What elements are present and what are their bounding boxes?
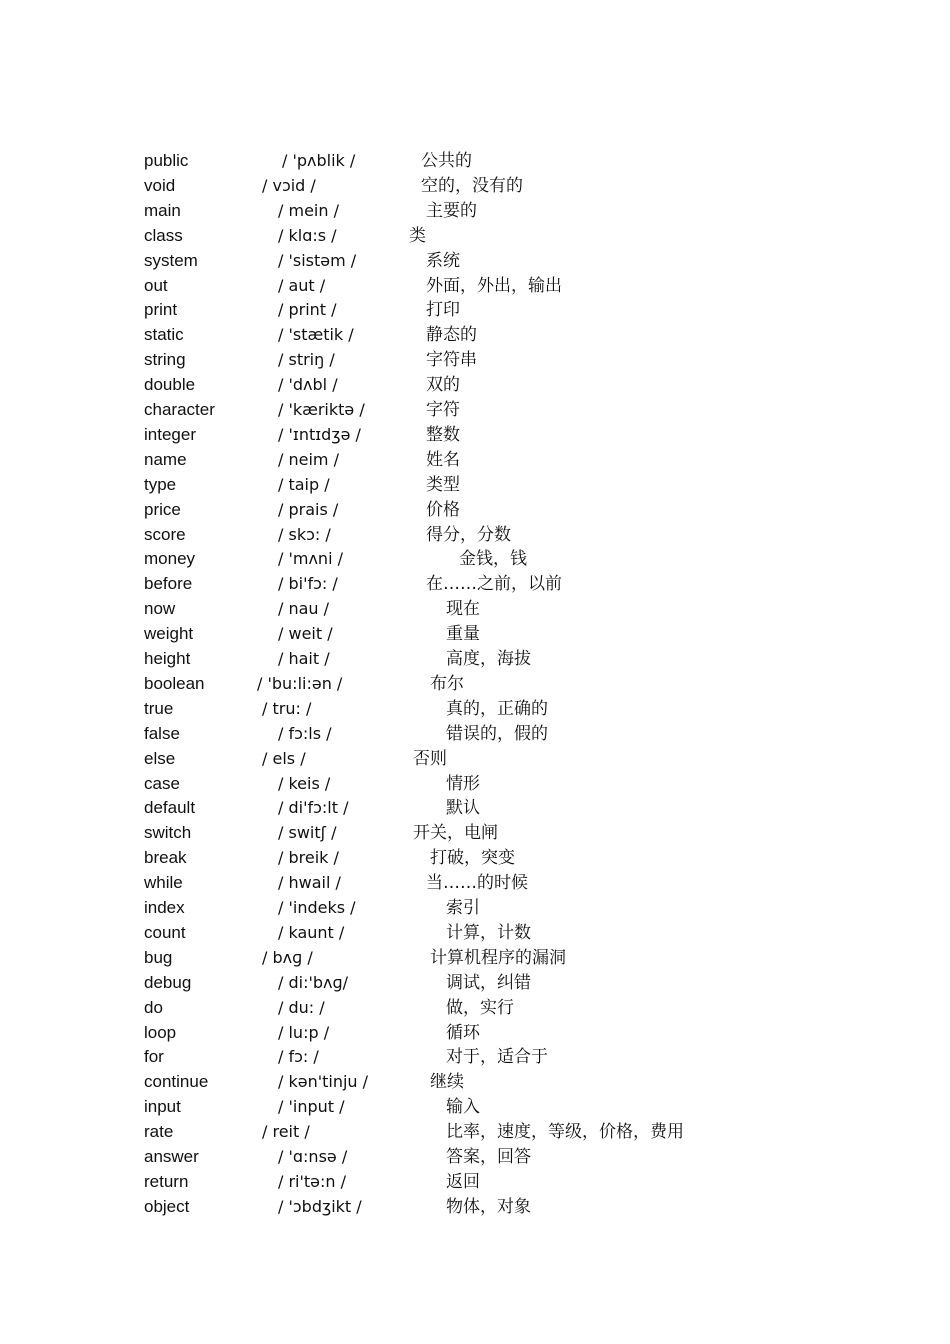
vocab-phonetic: / kaunt / xyxy=(278,922,345,942)
vocab-word: before xyxy=(144,574,193,594)
vocab-word: index xyxy=(144,898,185,917)
vocab-word: switch xyxy=(144,823,192,843)
vocab-word: weight xyxy=(144,624,194,644)
vocab-row xyxy=(0,1120,950,1145)
vocab-meaning: 当……的时候 xyxy=(426,873,528,894)
vocab-phonetic: / kən'tinju / xyxy=(278,1072,369,1092)
vocab-word: out xyxy=(144,275,168,295)
vocab-phonetic: / 'ɑ:nsə / xyxy=(278,1147,348,1166)
vocab-word: count xyxy=(144,922,186,942)
vocab-phonetic: / ri'tə:n / xyxy=(278,1171,347,1191)
vocab-row xyxy=(0,722,950,747)
vocab-phonetic: / 'stætik / xyxy=(278,325,354,345)
vocab-row xyxy=(0,647,950,672)
vocab-word: height xyxy=(144,649,191,668)
vocab-phonetic: / 'mʌni / xyxy=(278,549,343,569)
vocab-phonetic: / vɔid / xyxy=(262,175,316,195)
vocab-phonetic: / fɔ: / xyxy=(278,1047,319,1067)
vocab-row xyxy=(0,473,950,498)
vocab-phonetic: / klɑ:s / xyxy=(278,225,337,245)
vocab-word: rate xyxy=(144,1122,174,1142)
vocab-row xyxy=(0,821,950,846)
vocab-phonetic: / lu:p / xyxy=(278,1022,330,1042)
vocab-meaning: 做，实行 xyxy=(446,997,514,1018)
vocab-row xyxy=(0,1145,950,1170)
vocab-phonetic: / prais / xyxy=(278,499,339,519)
vocab-row xyxy=(0,199,950,224)
vocab-row xyxy=(0,1170,950,1195)
vocab-phonetic: / mein / xyxy=(278,200,339,220)
vocab-phonetic: / skɔ: / xyxy=(278,524,331,544)
vocab-word: money xyxy=(144,549,196,569)
vocab-meaning: 现在 xyxy=(446,599,480,620)
vocab-meaning: 对于，适合于 xyxy=(446,1047,548,1068)
vocab-row xyxy=(0,772,950,797)
vocab-phonetic: / 'kæriktə / xyxy=(278,400,365,419)
vocab-word: default xyxy=(144,798,196,818)
vocab-meaning: 得分，分数 xyxy=(426,524,511,545)
vocab-word: false xyxy=(144,723,180,743)
vocab-row xyxy=(0,1045,950,1070)
vocab-meaning: 在……之前，以前 xyxy=(426,574,562,595)
vocab-meaning: 调试，纠错 xyxy=(446,972,531,993)
vocab-word: object xyxy=(144,1196,190,1216)
vocab-row xyxy=(0,298,950,323)
vocab-row xyxy=(0,597,950,622)
vocab-phonetic: / els / xyxy=(262,748,306,768)
vocab-word: now xyxy=(144,599,176,619)
vocab-meaning: 默认 xyxy=(446,798,480,819)
vocab-meaning: 价格 xyxy=(426,499,460,520)
vocab-row xyxy=(0,1070,950,1095)
vocab-word: system xyxy=(144,250,198,270)
vocab-word: static xyxy=(144,325,184,345)
vocab-meaning: 继续 xyxy=(430,1072,464,1093)
vocab-word: void xyxy=(144,175,176,195)
vocab-meaning: 字符 xyxy=(426,400,460,420)
vocab-row xyxy=(0,622,950,647)
vocab-meaning: 类 xyxy=(409,225,426,246)
vocab-row xyxy=(0,323,950,348)
vocab-phonetic: / taip / xyxy=(278,474,330,494)
vocab-row xyxy=(0,572,950,597)
vocab-meaning: 循环 xyxy=(446,1022,480,1043)
vocab-word: while xyxy=(144,873,183,893)
vocab-meaning: 主要的 xyxy=(426,200,477,221)
vocab-row xyxy=(0,896,950,921)
vocab-word: case xyxy=(144,773,180,793)
vocab-word: do xyxy=(144,997,163,1017)
vocab-meaning: 计算，计数 xyxy=(446,922,531,943)
vocab-word: true xyxy=(144,698,174,718)
vocab-meaning: 打印 xyxy=(426,300,460,321)
vocab-row xyxy=(0,921,950,946)
vocab-word: debug xyxy=(144,972,192,992)
vocab-word: print xyxy=(144,300,178,320)
vocab-phonetic: / keis / xyxy=(278,773,331,793)
vocab-phonetic: / di'fɔ:lt / xyxy=(278,798,349,818)
vocab-phonetic: / nau / xyxy=(278,599,330,619)
vocab-phonetic: / 'indeks / xyxy=(278,898,356,917)
vocab-word: character xyxy=(144,400,215,419)
vocab-row xyxy=(0,224,950,249)
vocab-word: main xyxy=(144,200,181,220)
vocab-word: continue xyxy=(144,1072,209,1092)
vocab-phonetic: / print / xyxy=(278,300,337,320)
vocab-meaning: 输入 xyxy=(446,1097,480,1118)
vocab-meaning: 比率，速度，等级，价格，费用 xyxy=(446,1122,684,1143)
vocab-row xyxy=(0,672,950,697)
vocab-meaning: 否则 xyxy=(413,748,447,769)
vocab-word: answer xyxy=(144,1147,199,1166)
vocab-row xyxy=(0,846,950,871)
vocab-phonetic: / hwail / xyxy=(278,873,341,893)
vocab-meaning: 索引 xyxy=(446,898,480,918)
vocab-meaning: 外面，外出，输出 xyxy=(426,275,562,296)
vocab-row xyxy=(0,1195,950,1220)
vocab-row xyxy=(0,946,950,971)
vocab-phonetic: / di:'bʌɡ/ xyxy=(278,972,349,992)
vocab-meaning: 空的，没有的 xyxy=(421,175,523,196)
vocab-row xyxy=(0,274,950,299)
vocab-word: score xyxy=(144,524,186,544)
vocab-word: type xyxy=(144,474,177,494)
vocab-row xyxy=(0,523,950,548)
vocab-row xyxy=(0,498,950,523)
vocab-phonetic: / striŋ / xyxy=(278,350,335,370)
vocab-phonetic: / switʃ / xyxy=(278,823,337,843)
vocab-word: double xyxy=(144,375,196,395)
vocab-meaning: 系统 xyxy=(426,250,460,271)
vocab-phonetic: / bʌɡ / xyxy=(262,947,313,967)
vocab-meaning: 高度，海拔 xyxy=(446,649,531,669)
vocab-word: integer xyxy=(144,424,196,444)
vocab-phonetic: / 'ɔbdʒikt / xyxy=(278,1196,362,1216)
vocab-row xyxy=(0,448,950,473)
vocab-phonetic: / bi'fɔ: / xyxy=(278,574,338,594)
vocab-row xyxy=(0,1095,950,1120)
vocab-phonetic: / hait / xyxy=(278,649,330,668)
vocab-row xyxy=(0,547,950,572)
vocab-row xyxy=(0,747,950,772)
vocab-meaning: 答案，回答 xyxy=(446,1147,531,1167)
vocab-meaning: 错误的，假的 xyxy=(446,723,548,744)
vocab-row xyxy=(0,971,950,996)
vocab-word: loop xyxy=(144,1022,177,1042)
vocab-phonetic: / 'pʌblik / xyxy=(282,151,356,170)
vocab-word: else xyxy=(144,748,176,768)
vocab-word: price xyxy=(144,499,181,519)
vocab-phonetic: / neim / xyxy=(278,449,339,469)
vocab-meaning: 打破，突变 xyxy=(430,848,515,869)
vocab-word: return xyxy=(144,1171,189,1191)
vocab-meaning: 真的，正确的 xyxy=(446,698,548,719)
vocab-row xyxy=(0,373,950,398)
vocab-phonetic: / fɔ:ls / xyxy=(278,723,332,743)
vocab-phonetic: / 'dʌbl / xyxy=(278,375,338,395)
vocab-row xyxy=(0,697,950,722)
vocab-row xyxy=(0,174,950,199)
vocab-meaning: 计算机程序的漏洞 xyxy=(430,947,566,968)
vocab-phonetic: / breik / xyxy=(278,848,339,868)
vocab-meaning: 物体，对象 xyxy=(446,1196,531,1217)
vocab-phonetic: / 'bu:li:ən / xyxy=(257,673,343,693)
vocab-phonetic: / weit / xyxy=(278,624,333,644)
vocab-word: for xyxy=(144,1047,164,1067)
vocab-phonetic: / 'input / xyxy=(278,1097,345,1117)
vocab-row xyxy=(0,871,950,896)
vocab-word: input xyxy=(144,1097,181,1117)
vocab-meaning: 金钱，钱 xyxy=(459,549,527,570)
vocab-meaning: 姓名 xyxy=(426,449,460,470)
vocab-phonetic: / 'sistəm / xyxy=(278,250,357,270)
vocab-meaning: 类型 xyxy=(426,474,460,495)
vocab-phonetic: / du: / xyxy=(278,997,325,1017)
vocab-meaning: 返回 xyxy=(446,1171,480,1192)
vocab-word: name xyxy=(144,449,187,469)
vocab-word: string xyxy=(144,350,186,370)
vocab-row xyxy=(0,1021,950,1046)
vocab-meaning: 公共的 xyxy=(421,151,472,171)
vocab-word: class xyxy=(144,225,183,245)
vocab-meaning: 重量 xyxy=(446,624,480,645)
vocab-phonetic: / 'ɪntɪdʒə / xyxy=(278,424,361,444)
vocab-row xyxy=(0,796,950,821)
vocab-row xyxy=(0,398,950,423)
vocab-word: public xyxy=(144,151,189,170)
vocab-phonetic: / aut / xyxy=(278,275,326,295)
vocab-word: bug xyxy=(144,947,173,967)
vocab-row xyxy=(0,348,950,373)
vocab-phonetic: / tru: / xyxy=(262,698,312,718)
vocab-meaning: 情形 xyxy=(446,773,480,794)
vocab-phonetic: / reit / xyxy=(262,1122,310,1142)
vocab-row xyxy=(0,423,950,448)
vocab-row xyxy=(0,149,950,174)
vocab-meaning: 整数 xyxy=(426,424,460,445)
vocab-word: boolean xyxy=(144,673,205,693)
vocab-meaning: 布尔 xyxy=(430,673,464,694)
vocab-meaning: 字符串 xyxy=(426,350,477,371)
vocab-row xyxy=(0,249,950,274)
vocab-meaning: 静态的 xyxy=(426,325,477,346)
vocab-meaning: 双的 xyxy=(426,375,460,396)
vocab-meaning: 开关，电闸 xyxy=(413,823,498,844)
vocab-row xyxy=(0,996,950,1021)
vocab-word: break xyxy=(144,848,187,868)
